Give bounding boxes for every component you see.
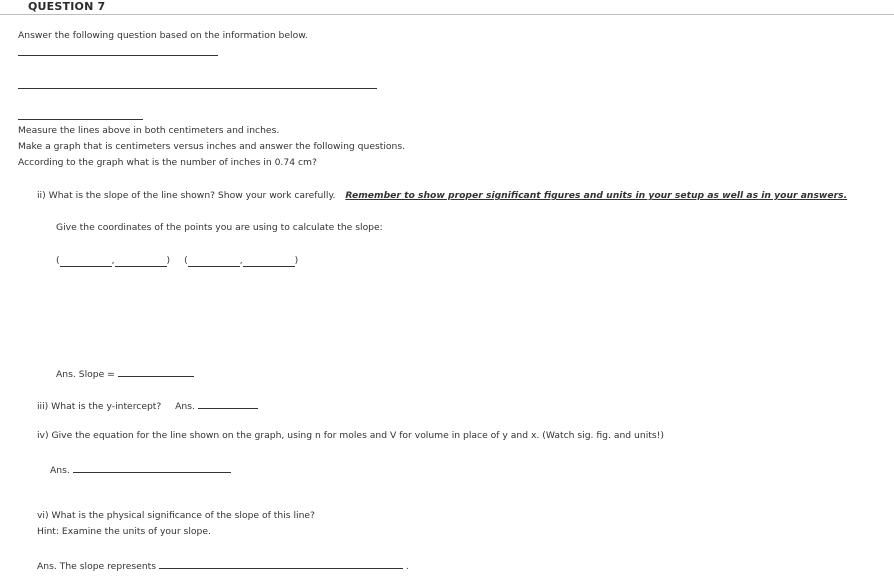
equation-answer-label: Ans.: [50, 465, 70, 476]
slope-answer-row: [56, 366, 194, 381]
coordinates-blanks: [56, 255, 298, 267]
measure-line-2: [18, 88, 377, 89]
x2-blank[interactable]: [188, 256, 240, 267]
y-intercept-answer-blank[interactable]: [198, 398, 258, 409]
question-header-bar: [0, 0, 894, 15]
graph-instruction: Make a graph that is centimeters versus inches and answer the following questions.: [18, 141, 406, 152]
slope-answer-blank[interactable]: [118, 366, 194, 377]
equation-answer-blank[interactable]: [73, 462, 231, 473]
part-iii-text: iii) What is the y-intercept?: [37, 401, 162, 412]
measure-line-3: [18, 119, 143, 120]
y1-blank[interactable]: [115, 256, 167, 267]
part-vi-hint: Hint: Examine the units of your slope.: [37, 526, 211, 537]
part-ii-text: ii) What is the slope of the line shown? Show your work carefully.: [37, 190, 336, 201]
slope-meaning-answer-label: Ans. The slope represents: [37, 561, 157, 572]
coord-close-paren-2: ): [294, 255, 299, 266]
coords-prompt: Give the coordinates of the points you are using to calculate the slope:: [56, 222, 383, 233]
coord-open-paren-2: (: [184, 255, 188, 266]
according-question: According to the graph what is the number of inches in 0.74 cm?: [18, 157, 317, 168]
part-ii-question: [37, 190, 847, 202]
coord-comma-1: ,: [111, 255, 115, 266]
y2-blank[interactable]: [243, 256, 295, 267]
slope-meaning-answer-blank[interactable]: [159, 558, 403, 569]
coord-open-paren-1: (: [56, 255, 60, 266]
x1-blank[interactable]: [60, 256, 112, 267]
coord-close-paren-1: ): [166, 255, 171, 266]
coord-comma-2: ,: [239, 255, 243, 266]
part-iii-row: [37, 398, 258, 413]
instruction-text: Answer the following question based on the information below.: [18, 30, 308, 41]
y-intercept-answer-label: Ans.: [175, 401, 195, 412]
measure-instruction: Measure the lines above in both centimeters and inches.: [18, 125, 280, 136]
question-title: QUESTION 7: [28, 0, 106, 13]
part-vi-text: vi) What is the physical significance of the slope of this line?: [37, 510, 315, 521]
slope-meaning-answer-row: [37, 558, 409, 573]
equation-answer-row: [50, 462, 231, 477]
part-iv-text: iv) Give the equation for the line shown on the graph, using n for moles and V for volume in place of y and x. (Watch sig. fig. and units!): [37, 430, 664, 441]
part-ii-emphasis: Remember to show proper significant figures and units in your setup as well as in your answers.: [345, 190, 848, 201]
slope-answer-label: Ans. Slope =: [56, 369, 115, 380]
slope-meaning-period: .: [405, 561, 409, 572]
measure-line-1: [18, 55, 218, 56]
